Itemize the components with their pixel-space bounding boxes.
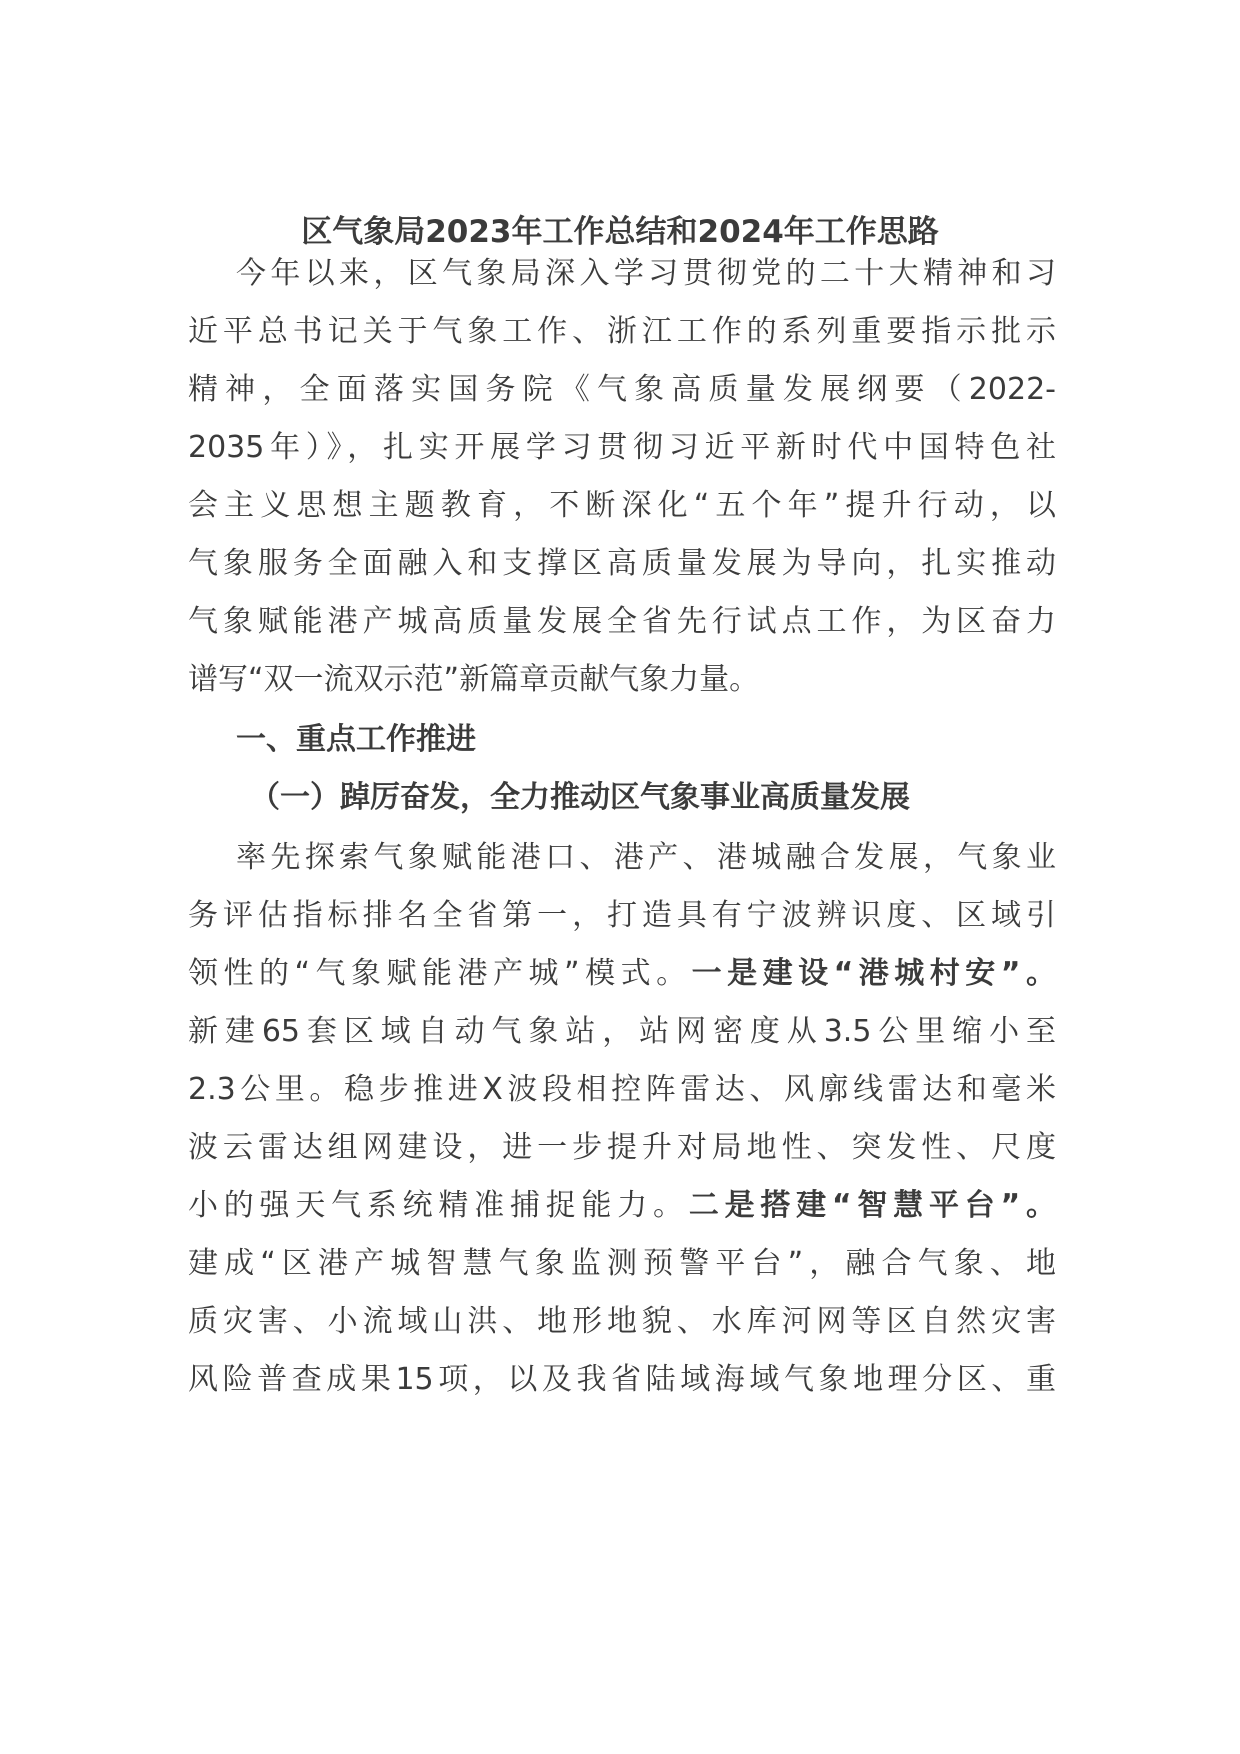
paragraph-line: 谱写“双一流双示范”新篇章贡献气象力量。 <box>188 662 760 697</box>
paragraph-line: 务评估指标排名全省第一，打造具有宁波辨识度、区域引 <box>188 898 1056 933</box>
line-text: 小的强天气系统精准捕捉能力。 <box>188 1188 689 1223</box>
subsection-heading: （一）踔厉奋发，全力推动区气象事业高质量发展 <box>250 780 910 815</box>
paragraph-line: 2035年）》，扎实开展学习贯彻习近平新时代中国特色社 <box>188 430 1056 465</box>
paragraph-line: 风险普查成果15项，以及我省陆域海域气象地理分区、重 <box>188 1362 1056 1397</box>
line-text: 领性的“气象赋能港产城”模式。 <box>188 956 692 991</box>
paragraph-line <box>188 1186 1056 1226</box>
paragraph-line <box>188 954 1056 994</box>
paragraph-line: 近平总书记关于气象工作、浙江工作的系列重要指示批示 <box>188 314 1056 349</box>
paragraph-line: 新建65套区域自动气象站，站网密度从3.5公里缩小至 <box>188 1014 1056 1049</box>
paragraph-line: 会主义思想主题教育，不断深化“五个年”提升行动，以 <box>188 488 1056 523</box>
paragraph-line: 气象赋能港产城高质量发展全省先行试点工作，为区奋力 <box>188 604 1056 639</box>
paragraph-line: 波云雷达组网建设，进一步提升对局地性、突发性、尺度 <box>188 1130 1056 1165</box>
paragraph-line: 今年以来，区气象局深入学习贯彻党的二十大精神和习 <box>236 256 1056 291</box>
bold-highlight: 一是建设“港城村安”。 <box>691 956 1056 991</box>
paragraph-line: 气象服务全面融入和支撑区高质量发展为导向，扎实推动 <box>188 546 1056 581</box>
document-title: 区气象局2023年工作总结和2024年工作思路 <box>301 214 939 250</box>
bold-highlight: 二是搭建“智慧平台”。 <box>688 1188 1056 1223</box>
paragraph-line: 2.3公里。稳步推进X波段相控阵雷达、风廓线雷达和毫米 <box>188 1072 1056 1107</box>
paragraph-line: 建成“区港产城智慧气象监测预警平台”，融合气象、地 <box>188 1246 1056 1281</box>
paragraph-line: 率先探索气象赋能港口、港产、港城融合发展，气象业 <box>236 840 1056 875</box>
paragraph-line: 精神，全面落实国务院《气象高质量发展纲要（2022- <box>188 372 1056 407</box>
paragraph-line: 质灾害、小流域山洪、地形地貌、水库河网等区自然灾害 <box>188 1304 1056 1339</box>
section-heading: 一、重点工作推进 <box>236 722 476 757</box>
